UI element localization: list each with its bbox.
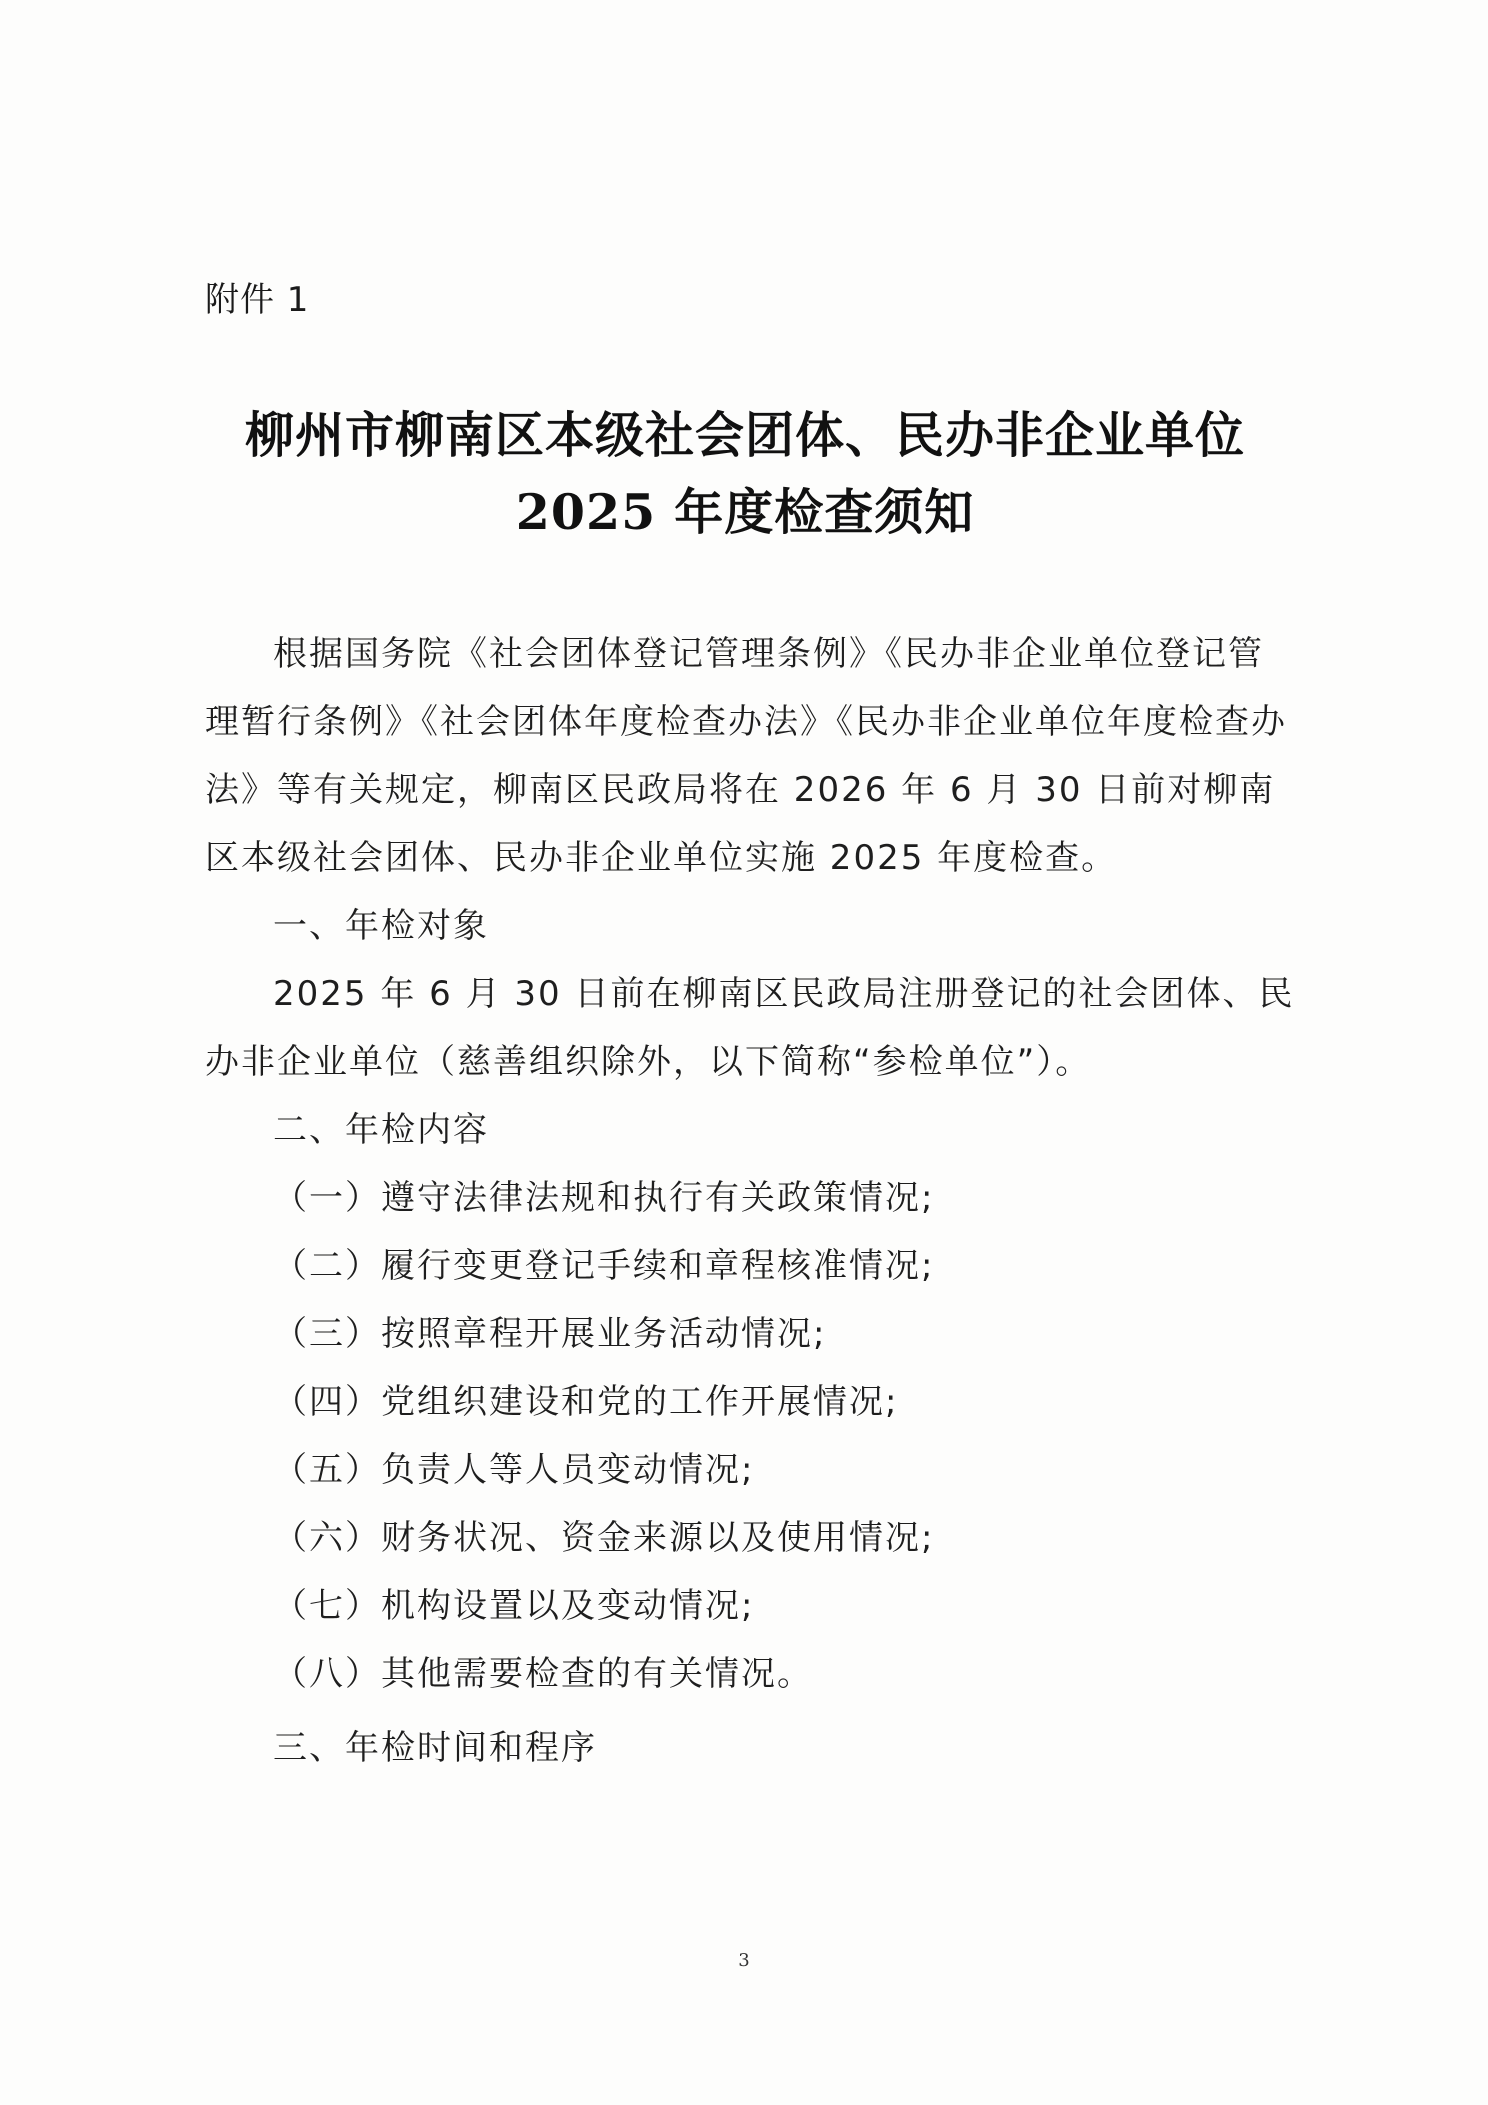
attachment-label: 附件 1 [205,280,310,320]
list-item: （五）负责人等人员变动情况; [273,1450,755,1490]
document-title-line-1: 柳州市柳南区本级社会团体、民办非企业单位 [244,406,1245,464]
list-item: （八）其他需要检查的有关情况。 [273,1654,813,1694]
list-item: （二）履行变更登记手续和章程核准情况; [273,1246,935,1286]
document-title-line-2: 2025 年度检查须知 [515,483,975,541]
list-item: （六）财务状况、资金来源以及使用情况; [273,1518,935,1558]
document-body [205,620,1295,1782]
section-2-heading: 二、年检内容 [273,1110,489,1150]
list-item: （四）党组织建设和党的工作开展情况; [273,1382,899,1422]
list-item: （一）遵守法律法规和执行有关政策情况; [273,1178,935,1218]
list-item: （三）按照章程开展业务活动情况; [273,1314,827,1354]
list-item: （七）机构设置以及变动情况; [273,1586,755,1626]
section-1-paragraph: 2025 年 6 月 30 日前在柳南区民政局注册登记的社会团体、民办非企业单位（慈善组织除外，以下简称“参检单位”）。 [205,974,1295,1082]
page-number: 3 [738,1950,750,1971]
section-1-heading: 一、年检对象 [273,906,489,946]
intro-paragraph: 根据国务院《社会团体登记管理条例》《民办非企业单位登记管理暂行条例》《社会团体年度检查办法》《民办非企业单位年度检查办法》等有关规定，柳南区民政局将在 2026 年 6 月 30 日前对柳南区本级社会团体、民办非企业单位实施 2025 年度检查。 [205,634,1287,878]
section-3-heading: 三、年检时间和程序 [273,1728,597,1768]
